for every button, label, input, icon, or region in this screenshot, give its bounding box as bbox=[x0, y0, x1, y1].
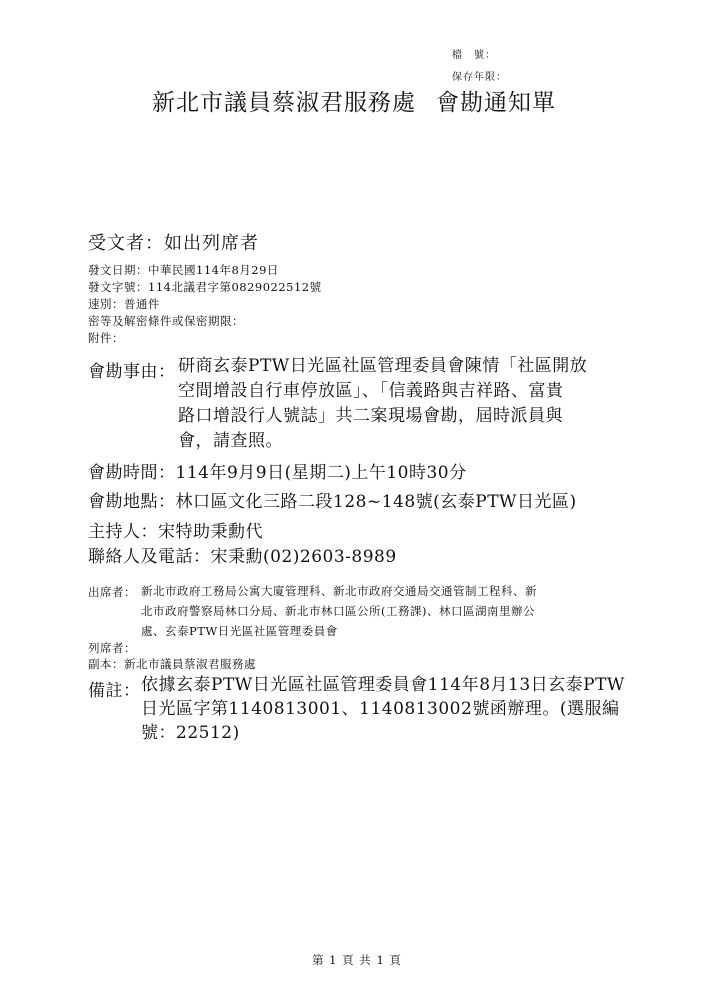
recipient-line: 受文者：如出列席者 bbox=[88, 233, 259, 254]
subject-label: 會勘事由： bbox=[88, 362, 176, 382]
urgency: 速別：普通件 bbox=[88, 297, 160, 311]
attachments: 附件： bbox=[88, 331, 124, 345]
attendees-label: 出席者： bbox=[88, 585, 136, 599]
remarks-label: 備註： bbox=[88, 681, 141, 701]
remarks-line-2: 日光區字第1140813001、1140813002號函辦理。(選服編 bbox=[141, 699, 620, 719]
subject-line-1: 研商玄泰PTW日光區社區管理委員會陳情「社區開放 bbox=[178, 356, 588, 376]
retention-period-label: 保存年限： bbox=[452, 72, 507, 83]
page-number: 第 1 頁 共 1 頁 bbox=[312, 953, 402, 967]
subject-line-3: 路口增設行人號誌」共二案現場會勘，屆時派員與 bbox=[178, 406, 563, 426]
attendees-line-3: 處、玄泰PTW日光區社區管理委員會 bbox=[141, 624, 338, 638]
contact-line: 聯絡人及電話：宋秉勳(02)2603-8989 bbox=[88, 547, 397, 567]
file-number-label: 檔 號： bbox=[452, 50, 496, 61]
security-level: 密等及解密條件或保密期限： bbox=[88, 314, 244, 328]
subject-line-2: 空間增設自行車停放區」、「信義路與吉祥路、富貴 bbox=[178, 381, 564, 401]
inspection-time: 會勘時間：114年9月9日(星期二)上午10時30分 bbox=[88, 463, 467, 483]
host-line: 主持人：宋特助秉勳代 bbox=[88, 522, 263, 542]
document-number: 發文字號：114北議君字第0829022512號 bbox=[88, 280, 322, 294]
remarks-line-1: 依據玄泰PTW日光區社區管理委員會114年8月13日玄泰PTW bbox=[141, 675, 625, 695]
document-title-org: 新北市議員蔡淑君服務處 bbox=[152, 90, 416, 116]
attendees-line-1: 新北市政府工務局公寓大廈管理科、新北市政府交通局交通管制工程科、新 bbox=[141, 584, 537, 598]
remarks-line-3: 號：22512) bbox=[141, 723, 240, 743]
copy-line: 副本：新北市議員蔡淑君服務處 bbox=[88, 657, 256, 671]
attendees-line-2: 北市政府警察局林口分局、新北市林口區公所(工務課)、林口區湖南里辦公 bbox=[141, 604, 535, 618]
document-title-type: 會勘通知單 bbox=[436, 90, 556, 116]
observers-line: 列席者： bbox=[88, 641, 136, 655]
subject-line-4: 會，請查照。 bbox=[178, 431, 283, 451]
inspection-location: 會勘地點：林口區文化三路二段128~148號(玄泰PTW日光區) bbox=[88, 492, 577, 512]
issue-date: 發文日期：中華民國114年8月29日 bbox=[88, 263, 279, 277]
